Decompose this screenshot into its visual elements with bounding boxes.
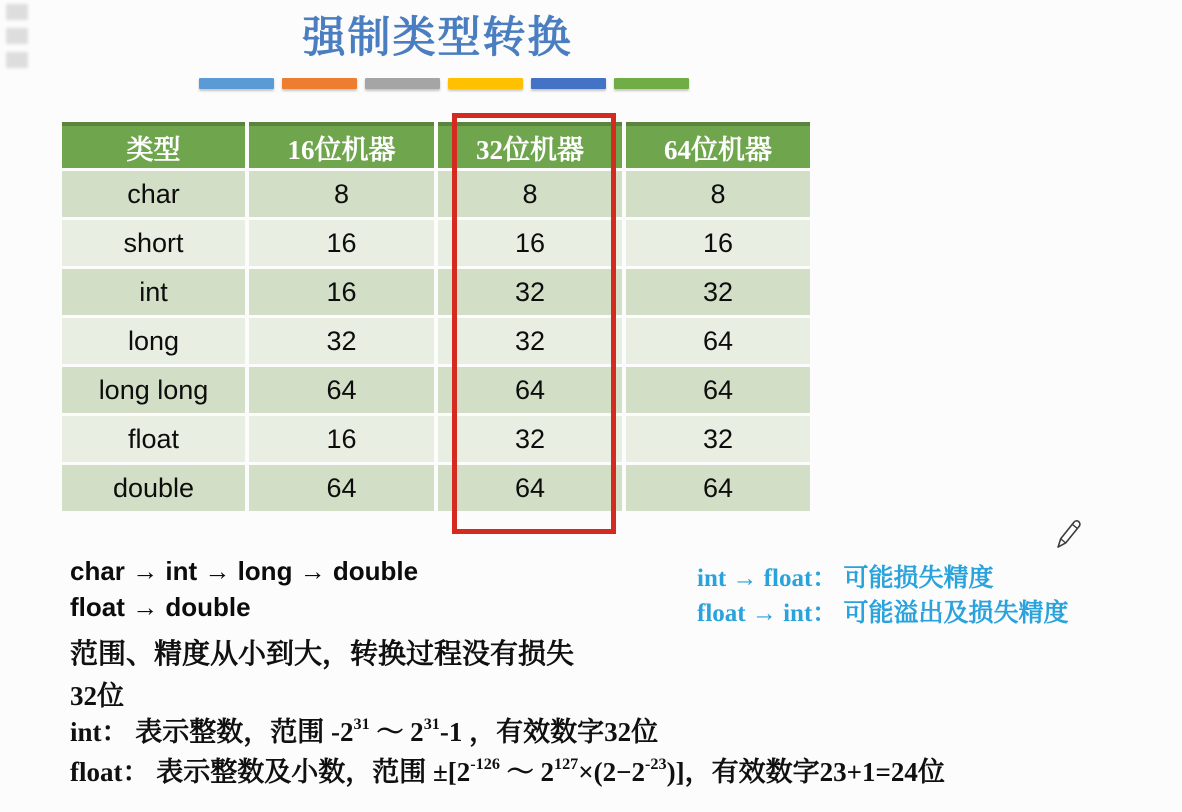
accent-bar xyxy=(199,78,274,89)
int-exponent: 31 xyxy=(353,715,370,734)
float-range-line xyxy=(70,750,945,789)
table-cell: 64 xyxy=(249,367,434,413)
column-header-64bit: 64位机器 xyxy=(626,122,810,168)
table-cell: 8 xyxy=(438,171,622,217)
table-cell: 32 xyxy=(626,269,810,315)
accent-bar xyxy=(282,78,357,89)
table-cell: 64 xyxy=(626,367,810,413)
bits-32-heading: 32位 xyxy=(70,681,124,711)
table-cell: 64 xyxy=(626,465,810,511)
float-range-text: ×(2−2 xyxy=(578,757,646,787)
column-highlight-box xyxy=(452,113,616,534)
float-to-int-note: float → int： 可能溢出及损失精度 xyxy=(697,600,1069,627)
table-cell: long long xyxy=(62,367,245,413)
int-range-text: int： 表示整数，范围 -2 xyxy=(70,717,354,747)
table-cell: 32 xyxy=(626,416,810,462)
table-cell: 64 xyxy=(626,318,810,364)
float-exponent: -23 xyxy=(645,755,667,774)
range-precision-note: 范围、精度从小到大，转换过程没有损失 xyxy=(70,639,575,670)
int-range-text: -1 ，有效数字32位 xyxy=(439,717,659,747)
column-header-type: 类型 xyxy=(62,122,245,168)
table-cell: 16 xyxy=(249,220,434,266)
table-cell: short xyxy=(62,220,245,266)
column-header-32bit: 32位机器 xyxy=(438,122,622,168)
table-cell: 16 xyxy=(249,269,434,315)
int-range-text: ～ 2 xyxy=(369,717,424,747)
table-cell: long xyxy=(62,318,245,364)
table-cell: 32 xyxy=(438,416,622,462)
float-range-text: ～ 2 xyxy=(499,757,554,787)
table-cell: char xyxy=(62,171,245,217)
int-to-float-note: int → float： 可能损失精度 xyxy=(697,565,994,592)
table-cell: double xyxy=(62,465,245,511)
float-exponent: -126 xyxy=(470,755,500,774)
int-exponent: 31 xyxy=(423,715,440,734)
type-size-table xyxy=(62,122,810,511)
table-cell: 8 xyxy=(626,171,810,217)
float-exponent: 127 xyxy=(553,755,579,774)
accent-bar xyxy=(614,78,689,89)
edge-artifact xyxy=(6,28,28,44)
table-cell: 32 xyxy=(438,318,622,364)
column-header-16bit: 16位机器 xyxy=(249,122,434,168)
accent-bar xyxy=(365,78,440,89)
int-range-line xyxy=(70,710,658,749)
safe-conversion-chain: char → int → long → double xyxy=(70,556,419,586)
table-cell: 16 xyxy=(249,416,434,462)
edge-artifact xyxy=(6,4,28,20)
table-cell: float xyxy=(62,416,245,462)
table-cell: 32 xyxy=(249,318,434,364)
accent-bar xyxy=(448,78,523,89)
table-cell: 32 xyxy=(438,269,622,315)
pencil-cursor-icon xyxy=(1048,516,1088,557)
table-cell: 64 xyxy=(249,465,434,511)
float-range-text: float： 表示整数及小数，范围 ±[2 xyxy=(70,757,471,787)
edge-artifact xyxy=(6,52,28,68)
table-cell: int xyxy=(62,269,245,315)
table-cell: 64 xyxy=(438,367,622,413)
float-range-text: )]，有效数字23+1=24位 xyxy=(666,757,945,787)
table-cell: 16 xyxy=(438,220,622,266)
slide-title: 强制类型转换 xyxy=(302,15,573,62)
float-double-chain: float → double xyxy=(70,592,251,622)
table-cell: 8 xyxy=(249,171,434,217)
table-cell: 16 xyxy=(626,220,810,266)
accent-bars xyxy=(199,78,689,89)
table-cell: 64 xyxy=(438,465,622,511)
accent-bar xyxy=(531,78,606,89)
